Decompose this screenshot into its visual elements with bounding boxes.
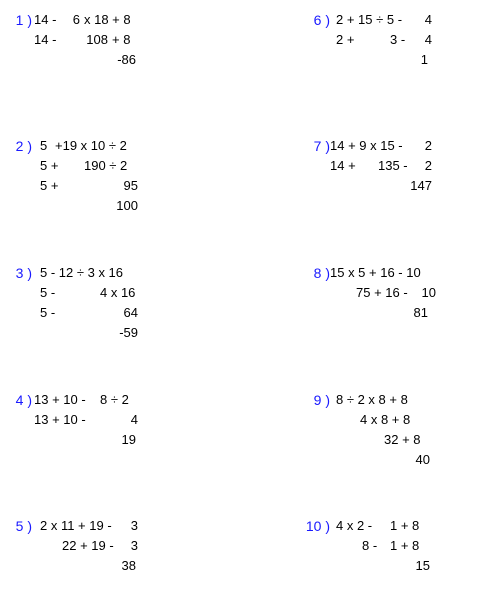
problem-number: 10 ) [305, 518, 330, 534]
problem-9-line-1: 8 ÷ 2 x 8 + 8 [336, 392, 408, 407]
problem-9-line-3: 32 + 8 [384, 432, 421, 447]
problem-number: 5 ) [15, 518, 32, 534]
problem-4-result: 19 [121, 432, 136, 447]
problem-7-line-1: 14 + 9 x 15 - 2 [330, 138, 432, 153]
problem-4-line-1: 13 + 10 - 8 ÷ 2 [34, 392, 129, 407]
problem-3-result: -59 [119, 325, 138, 340]
problem-3-line-1: 5 - 12 ÷ 3 x 16 [40, 265, 124, 280]
problem-number: 2 ) [15, 138, 32, 154]
problem-5-result: 38 [121, 558, 136, 573]
problem-number: 1 ) [15, 12, 32, 28]
problem-number: 7 ) [313, 138, 330, 154]
problem-10-line-1: 4 x 2 - 1 + 8 [336, 518, 420, 533]
problem-2-line-1: 5 +19 x 10 ÷ 2 [40, 138, 127, 153]
problem-8-result: 81 [413, 305, 428, 320]
problem-9-result: 40 [415, 452, 430, 467]
problem-1-result: -86 [117, 52, 136, 67]
problem-10-result: 15 [415, 558, 430, 573]
problem-7-line-2: 14 + 135 - 2 [330, 158, 432, 173]
problem-7-result: 147 [410, 178, 432, 193]
problem-9-line-2: 4 x 8 + 8 [360, 412, 411, 427]
problem-2-result: 100 [116, 198, 138, 213]
problem-6-line-2: 2 + 3 - 4 [336, 32, 432, 47]
problem-8-line-1: 15 x 5 + 16 - 10 [330, 265, 421, 280]
problem-number: 4 ) [15, 392, 32, 408]
problem-1-line-2: 14 - 108 + 8 [34, 32, 131, 47]
problem-8-line-2: 75 + 16 - 10 [356, 285, 436, 300]
problem-5-line-2: 22 + 19 - 3 [62, 538, 138, 553]
problem-number: 6 ) [313, 12, 330, 28]
problem-number: 8 ) [313, 265, 330, 281]
problem-2-line-3: 5 + 95 [40, 178, 138, 193]
problem-3-line-2: 5 - 4 x 16 [40, 285, 136, 300]
problem-number: 3 ) [15, 265, 32, 281]
problem-3-line-3: 5 - 64 [40, 305, 138, 320]
problem-2-line-2: 5 + 190 ÷ 2 [40, 158, 128, 173]
problem-6-result: 1 [420, 52, 428, 67]
problem-6-line-1: 2 + 15 ÷ 5 - 4 [336, 12, 432, 27]
problem-5-line-1: 2 x 11 + 19 - 3 [40, 518, 138, 533]
problem-1-line-1: 14 - 6 x 18 + 8 [34, 12, 131, 27]
problem-4-line-2: 13 + 10 - 4 [34, 412, 138, 427]
problem-number: 9 ) [313, 392, 330, 408]
problem-10-line-2: 8 - 1 + 8 [362, 538, 420, 553]
